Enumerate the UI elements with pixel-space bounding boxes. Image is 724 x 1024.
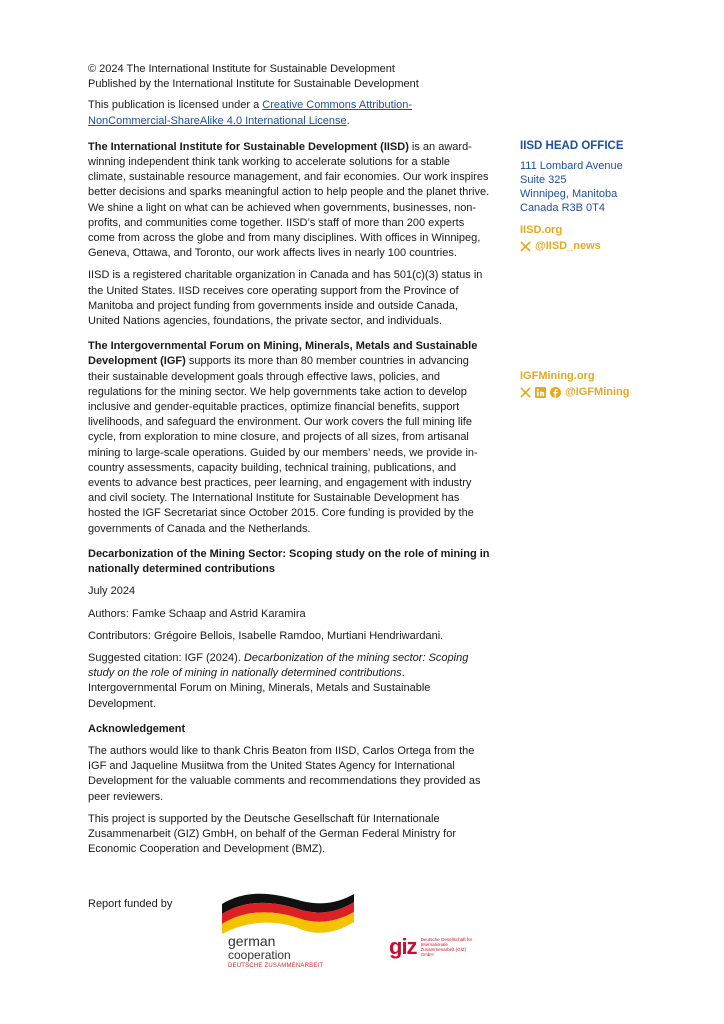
iisd-contact bbox=[520, 139, 660, 253]
giz-subtitle: Deutsche Gesellschaft für Internationale Zusammenarbeit (GIZ) GmbH bbox=[420, 937, 473, 957]
license-line bbox=[88, 98, 490, 128]
citation-suffix: . Intergovernmental Forum on Mining, Minerals, Metals and Sustainable Development. bbox=[88, 667, 431, 710]
igf-paragraph bbox=[88, 339, 490, 537]
support-text: This project is supported by the Deutsche Gesellschaft für Internationale Zusammenarbeit (GIZ) GmbH, on behalf of the German Federal Ministry for Economic Cooperation and Development (BMZ). bbox=[88, 812, 457, 856]
linkedin-icon[interactable] bbox=[535, 387, 546, 398]
acknowledgement-heading: Acknowledgement bbox=[88, 722, 186, 735]
report-title: Decarbonization of the Mining Sector: Scoping study on the role of mining in nationally determined contributions bbox=[88, 547, 490, 576]
main-column bbox=[88, 62, 490, 864]
giz-logo bbox=[389, 934, 479, 960]
facebook-icon[interactable] bbox=[550, 387, 561, 398]
igf-site-link[interactable]: IGFMining.org bbox=[520, 370, 595, 382]
head-office-title: IISD HEAD OFFICE bbox=[520, 140, 624, 152]
igf-social bbox=[520, 385, 660, 399]
published-line: Published by the International Institute for Sustainable Development bbox=[88, 78, 419, 91]
citation-title: Decarbonization of the mining sector: Scoping study on the role of mining in nationally determined contributions bbox=[88, 651, 469, 680]
funded-by-label: Report funded by bbox=[88, 898, 173, 910]
report-contributors: Contributors: Grégoire Bellois, Isabelle Ramdoo, Murtiani Hendriwardani. bbox=[88, 629, 444, 642]
german-cooperation-line-3: DEUTSCHE ZUSAMMENARBEIT bbox=[228, 963, 324, 969]
iisd-paragraph-2: IISD is a registered charitable organization in Canada and has 501(c)(3) status in the United States. IISD receives core operating support from the Province of Manitoba and project funding from governments inside and outside Canada, United Nations agencies, foundations, the private sector, and individuals. bbox=[88, 269, 483, 328]
license-suffix: . bbox=[346, 114, 350, 127]
iisd-para1-text: is an award-winning independent think tank working to accelerate solutions for a stable climate, sustainable resource management, and fair economies. Our work inspires better decisions and sparks meaningful action to help people and the planet thrive. We shine a light on what can be achieved when governments, businesses, non-profits, and communities come together. IISD’s staff of more than 200 experts come from across the globe and from many disciplines. With offices in Winnipeg, Geneva, Ottawa, and Toronto, our work affects lives in nearly 100 countries. bbox=[88, 140, 490, 260]
igf-handle[interactable]: @IGFMining bbox=[565, 386, 630, 398]
acknowledgement-text: The authors would like to thank Chris Beaton from IISD, Carlos Ortega from the IGF and Jaqueline Musiitwa from the United States Agency for International Development for the valuable comments and recommendations they provided as peer reviewers. bbox=[88, 744, 481, 803]
iisd-paragraph-1 bbox=[88, 140, 490, 262]
address-line-3: Winnipeg, Manitoba bbox=[520, 188, 618, 200]
iisd-handle[interactable]: @IISD_news bbox=[535, 240, 601, 252]
citation-prefix: Suggested citation: IGF (2024). bbox=[88, 651, 244, 664]
giz-wordmark: giz bbox=[389, 934, 417, 959]
copyright-block bbox=[88, 62, 490, 92]
address-line-1: 111 Lombard Avenue bbox=[520, 160, 623, 172]
x-icon[interactable] bbox=[520, 241, 531, 252]
license-link[interactable]: Creative Commons Attribution-NonCommercial-ShareAlike 4.0 International License bbox=[88, 99, 413, 127]
report-date: July 2024 bbox=[88, 585, 136, 598]
x-icon[interactable] bbox=[520, 387, 531, 398]
iisd-social[interactable] bbox=[520, 239, 660, 253]
igf-name: The Intergovernmental Forum on Mining, Minerals, Metals and Sustainable Development (IGF) bbox=[88, 340, 478, 368]
copyright-line: © 2024 The International Institute for Sustainable Development bbox=[88, 63, 395, 75]
address-line-4: Canada R3B 0T4 bbox=[520, 202, 605, 214]
iisd-site-link[interactable]: IISD.org bbox=[520, 224, 563, 236]
german-cooperation-line-2: cooperation bbox=[228, 948, 291, 962]
igf-para-text: supports its more than 80 member countries in advancing their sustainable development goals through effective laws, policies, and regulations for the mining sector. We help governments take action to develop inclusive and gender-equitable practices, optimize financial benefits, support livelihoods, and safeguard the environment. Our work covers the full mining life cycle, from exploration to mine closure, and projects of all sizes, from artisanal mining to large-scale operations. Guided by our members’ needs, we provide in-country assessments, capacity building, technical training, publications, and events to advance best practices, peer learning, and engagement with industry and civil society. The International Institute for Sustainable Development has hosted the IGF Secretariat since October 2015. Core funding is provided by the governments of Canada and the Netherlands. bbox=[88, 355, 478, 535]
german-cooperation-line-1: german bbox=[228, 933, 276, 949]
address-line-2: Suite 325 bbox=[520, 174, 567, 186]
license-prefix: This publication is licensed under a bbox=[88, 99, 263, 112]
igf-contact bbox=[520, 369, 660, 399]
report-citation bbox=[88, 651, 490, 712]
report-authors: Authors: Famke Schaap and Astrid Karamira bbox=[88, 607, 306, 620]
iisd-name: The International Institute for Sustainable Development (IISD) bbox=[88, 140, 409, 153]
